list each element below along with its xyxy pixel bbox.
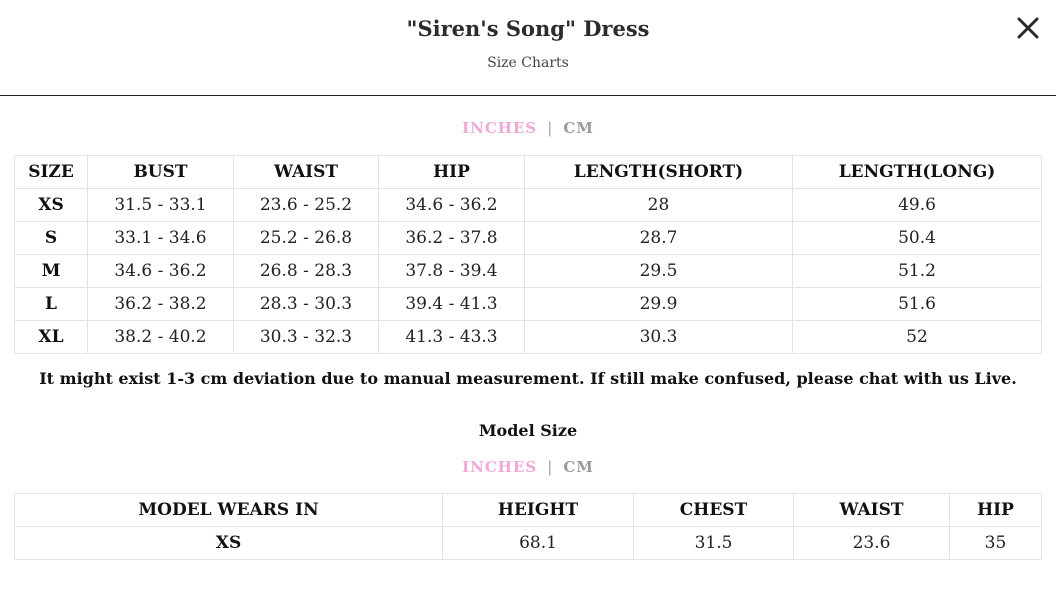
table-row bbox=[15, 321, 1042, 354]
measurement-note: It might exist 1-3 cm deviation due to manual measurement. If still make confused, please chat with us Live. bbox=[39, 369, 1017, 388]
column-header-length-long: LENGTH(LONG) bbox=[793, 156, 1042, 189]
close-button[interactable] bbox=[1014, 14, 1042, 42]
length-short-cell: 29.9 bbox=[525, 288, 793, 321]
product-title: "Siren's Song" Dress bbox=[406, 16, 650, 41]
column-header-waist: WAIST bbox=[234, 156, 379, 189]
hip-cell: 41.3 - 43.3 bbox=[379, 321, 525, 354]
column-header-hip: HIP bbox=[950, 494, 1042, 527]
unit-cm-tab[interactable]: CM bbox=[563, 119, 594, 137]
length-long-cell: 51.6 bbox=[793, 288, 1042, 321]
bust-cell: 33.1 - 34.6 bbox=[88, 222, 234, 255]
bust-cell: 31.5 - 33.1 bbox=[88, 189, 234, 222]
table-row bbox=[15, 288, 1042, 321]
waist-cell: 25.2 - 26.8 bbox=[234, 222, 379, 255]
table-header-row bbox=[15, 494, 1042, 527]
model-size-table bbox=[14, 493, 1042, 560]
hip-cell: 35 bbox=[950, 527, 1042, 560]
size-cell: XS bbox=[15, 189, 88, 222]
length-short-cell: 28 bbox=[525, 189, 793, 222]
size-cell: L bbox=[15, 288, 88, 321]
hip-cell: 37.8 - 39.4 bbox=[379, 255, 525, 288]
chest-cell: 31.5 bbox=[634, 527, 794, 560]
hip-cell: 34.6 - 36.2 bbox=[379, 189, 525, 222]
hip-cell: 36.2 - 37.8 bbox=[379, 222, 525, 255]
table-row bbox=[15, 527, 1042, 560]
modal-subtitle: Size Charts bbox=[487, 55, 569, 71]
length-long-cell: 52 bbox=[793, 321, 1042, 354]
column-header-model-wears-in: MODEL WEARS IN bbox=[15, 494, 443, 527]
close-icon bbox=[1014, 14, 1042, 42]
unit-toggle bbox=[0, 118, 1056, 137]
waist-cell: 23.6 - 25.2 bbox=[234, 189, 379, 222]
table-row bbox=[15, 189, 1042, 222]
waist-cell: 23.6 bbox=[794, 527, 950, 560]
column-header-height: HEIGHT bbox=[443, 494, 634, 527]
column-header-length-short: LENGTH(SHORT) bbox=[525, 156, 793, 189]
column-header-waist: WAIST bbox=[794, 494, 950, 527]
waist-cell: 28.3 - 30.3 bbox=[234, 288, 379, 321]
waist-cell: 26.8 - 28.3 bbox=[234, 255, 379, 288]
model-unit-toggle bbox=[0, 457, 1056, 476]
size-cell: M bbox=[15, 255, 88, 288]
size-cell: S bbox=[15, 222, 88, 255]
unit-inches-tab[interactable]: INCHES bbox=[462, 119, 538, 137]
table-header-row bbox=[15, 156, 1042, 189]
height-cell: 68.1 bbox=[443, 527, 634, 560]
column-header-size: SIZE bbox=[15, 156, 88, 189]
size-cell: XL bbox=[15, 321, 88, 354]
model-unit-inches-tab[interactable]: INCHES bbox=[462, 458, 538, 476]
size-chart-table bbox=[14, 155, 1042, 354]
length-short-cell: 30.3 bbox=[525, 321, 793, 354]
column-header-bust: BUST bbox=[88, 156, 234, 189]
length-long-cell: 49.6 bbox=[793, 189, 1042, 222]
bust-cell: 38.2 - 40.2 bbox=[88, 321, 234, 354]
column-header-hip: HIP bbox=[379, 156, 525, 189]
unit-separator: | bbox=[547, 458, 554, 476]
model-size-cell: XS bbox=[15, 527, 443, 560]
bust-cell: 34.6 - 36.2 bbox=[88, 255, 234, 288]
length-long-cell: 51.2 bbox=[793, 255, 1042, 288]
column-header-chest: CHEST bbox=[634, 494, 794, 527]
length-short-cell: 29.5 bbox=[525, 255, 793, 288]
bust-cell: 36.2 - 38.2 bbox=[88, 288, 234, 321]
length-short-cell: 28.7 bbox=[525, 222, 793, 255]
unit-separator: | bbox=[547, 119, 554, 137]
hip-cell: 39.4 - 41.3 bbox=[379, 288, 525, 321]
table-row bbox=[15, 222, 1042, 255]
model-unit-cm-tab[interactable]: CM bbox=[563, 458, 594, 476]
table-row bbox=[15, 255, 1042, 288]
length-long-cell: 50.4 bbox=[793, 222, 1042, 255]
model-size-heading: Model Size bbox=[478, 421, 578, 440]
modal-header bbox=[0, 0, 1056, 96]
waist-cell: 30.3 - 32.3 bbox=[234, 321, 379, 354]
